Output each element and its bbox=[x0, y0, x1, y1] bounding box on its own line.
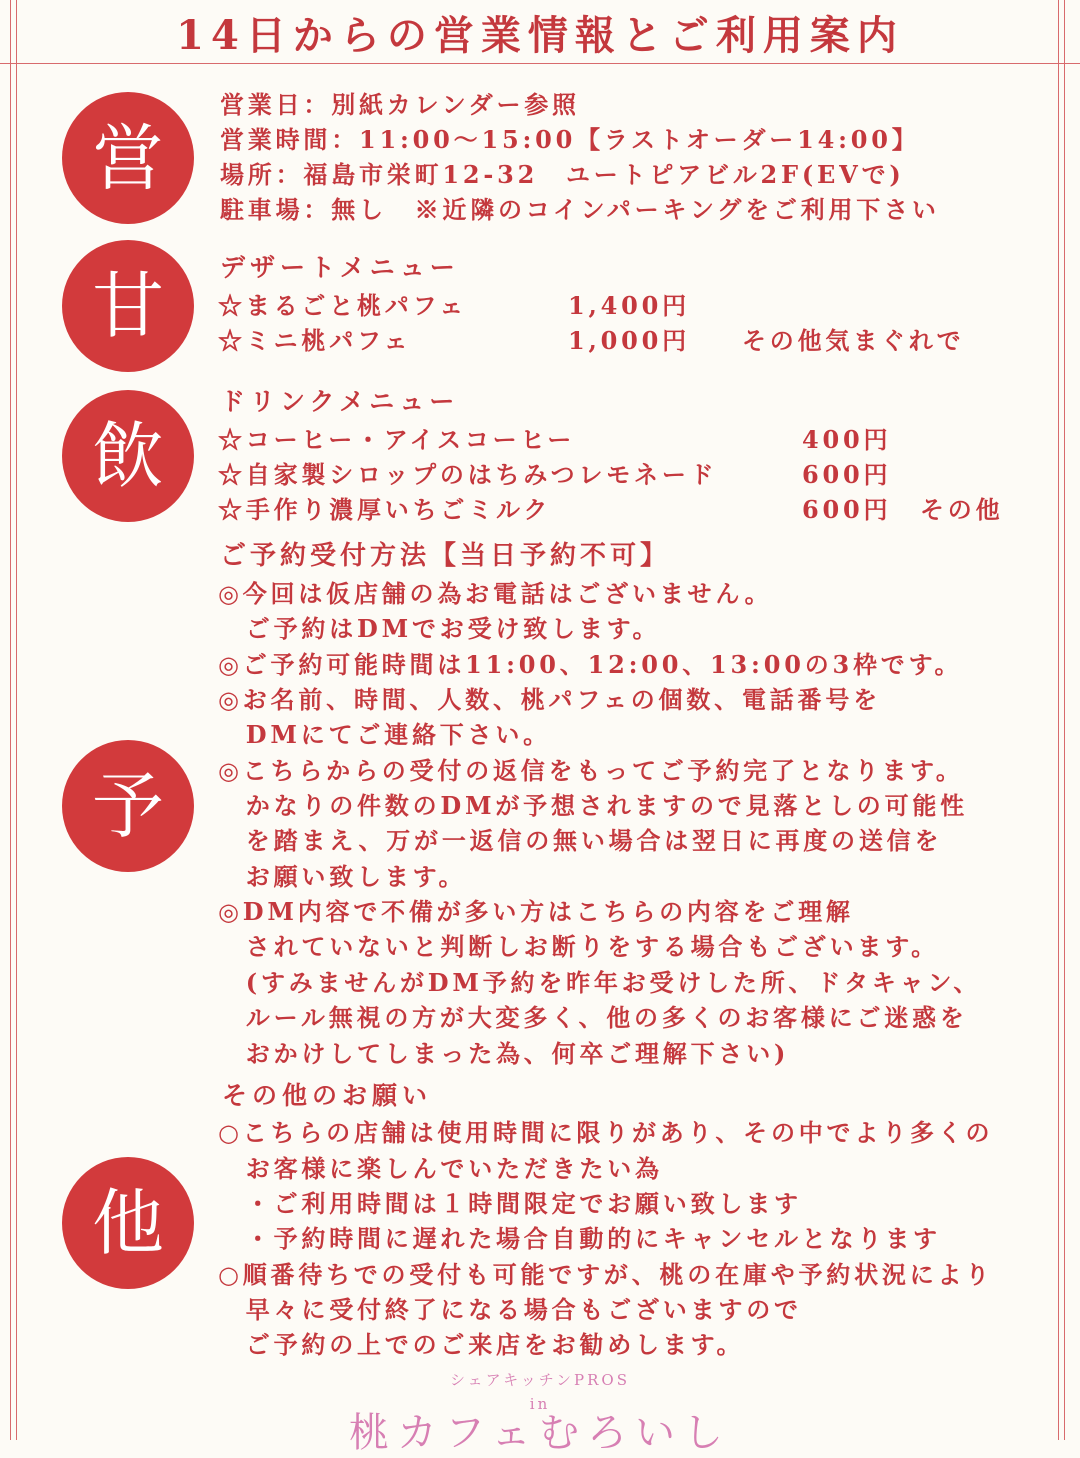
reservation-line: ◎DM内容で不備が多い方はこちらの内容をご理解 bbox=[218, 897, 854, 926]
reservation-line: ◎こちらからの受付の返信をもってご予約完了となります。 bbox=[218, 756, 964, 785]
dessert-item-price: 1,400円 bbox=[568, 291, 690, 320]
reservation-line: ◎ご予約可能時間は11:00、12:00、13:00の3枠です。 bbox=[218, 650, 963, 679]
other-line: ○順番待ちでの受付も可能ですが、桃の在庫や予約状況により bbox=[218, 1260, 994, 1289]
reservation-line: ◎今回は仮店舗の為お電話はございません。 bbox=[218, 579, 773, 608]
badge-sweets: 甘 bbox=[62, 240, 194, 372]
frame-line-left-outer bbox=[10, 0, 11, 1440]
reservation-line: お願い致します。 bbox=[218, 862, 467, 891]
other-line: ・ご利用時間は１時間限定でお願い致します bbox=[218, 1189, 802, 1218]
dessert-heading: デザートメニュー bbox=[220, 253, 460, 282]
business-parking: 駐車場：無し ※近隣のコインパーキングをご利用下さい bbox=[220, 195, 940, 224]
reservation-line: されていないと判断しお断りをする場合もございます。 bbox=[218, 932, 939, 961]
frame-line-left-inner bbox=[16, 0, 17, 1440]
drink-item-name: ☆コーヒー・アイスコーヒー bbox=[218, 425, 576, 454]
reservation-line: (すみませんがDM予約を昨年お受けした所、ドタキャン、 bbox=[218, 968, 982, 997]
reservation-line: DMにてご連絡下さい。 bbox=[218, 720, 551, 749]
reservation-line: ◎お名前、時間、人数、桃パフェの個数、電話番号を bbox=[218, 685, 881, 714]
dessert-item-name: ☆まるごと桃パフェ bbox=[218, 291, 467, 320]
badge-reservation: 予 bbox=[62, 740, 194, 872]
badge-business: 営 bbox=[62, 92, 194, 224]
footer-subtitle: シェアキッチンPROS bbox=[449, 1371, 630, 1389]
other-line: ご予約の上でのご来店をお勧めします。 bbox=[218, 1330, 745, 1359]
drink-item-price: 600円 bbox=[802, 460, 892, 489]
reservation-line: おかけしてしまった為、何卒ご理解下さい) bbox=[218, 1039, 790, 1068]
other-line: 早々に受付終了になる場合もございますので bbox=[218, 1295, 802, 1324]
drink-item-price: 600円 bbox=[802, 495, 892, 524]
badge-other: 他 bbox=[62, 1157, 194, 1289]
dessert-note: その他気まぐれで bbox=[742, 326, 965, 355]
footer-in: in bbox=[529, 1395, 551, 1413]
footer-brand-logo: 桃カフェむろいし bbox=[349, 1410, 731, 1456]
page-title: 14日からの営業情報とご利用案内 bbox=[176, 12, 904, 59]
other-line: ○こちらの店舗は使用時間に限りがあり、その中でより多くの bbox=[218, 1118, 994, 1147]
reservation-line: ルール無視の方が大変多く、他の多くのお客様にご迷惑を bbox=[218, 1003, 968, 1032]
reservation-line: を踏まえ、万が一返信の無い場合は翌日に再度の送信を bbox=[218, 826, 943, 855]
other-heading: その他のお願い bbox=[222, 1081, 433, 1110]
other-line: お客様に楽しんでいただきたい為 bbox=[218, 1154, 663, 1183]
frame-line-right-outer bbox=[1064, 0, 1065, 1440]
drink-item-name: ☆自家製シロップのはちみつレモネード bbox=[218, 460, 718, 489]
drink-item-price: 400円 bbox=[802, 425, 892, 454]
business-place: 場所：福島市栄町12-32 ユートピアビル2F(EVで) bbox=[220, 160, 905, 189]
dessert-item-name: ☆ミニ桃パフェ bbox=[218, 326, 412, 355]
reservation-line: ご予約はDMでお受け致します。 bbox=[218, 614, 661, 643]
frame-line-right-inner bbox=[1058, 0, 1059, 1440]
frame-line-top bbox=[0, 63, 1080, 64]
badge-drinks: 飲 bbox=[62, 390, 194, 522]
dessert-item-price: 1,000円 bbox=[568, 326, 690, 355]
business-hours: 営業時間：11:00〜15:00【ラストオーダー14:00】 bbox=[220, 125, 920, 154]
drink-note: その他 bbox=[920, 495, 1004, 524]
drink-item-name: ☆手作り濃厚いちごミルク bbox=[218, 495, 552, 524]
reservation-line: かなりの件数のDMが予想されますので見落としの可能性 bbox=[218, 791, 968, 820]
reservation-heading: ご予約受付方法【当日予約不可】 bbox=[220, 541, 671, 571]
business-days: 営業日：別紙カレンダー参照 bbox=[220, 90, 580, 119]
other-line: ・予約時間に遅れた場合自動的にキャンセルとなります bbox=[218, 1224, 941, 1253]
drinks-heading: ドリンクメニュー bbox=[220, 387, 460, 416]
